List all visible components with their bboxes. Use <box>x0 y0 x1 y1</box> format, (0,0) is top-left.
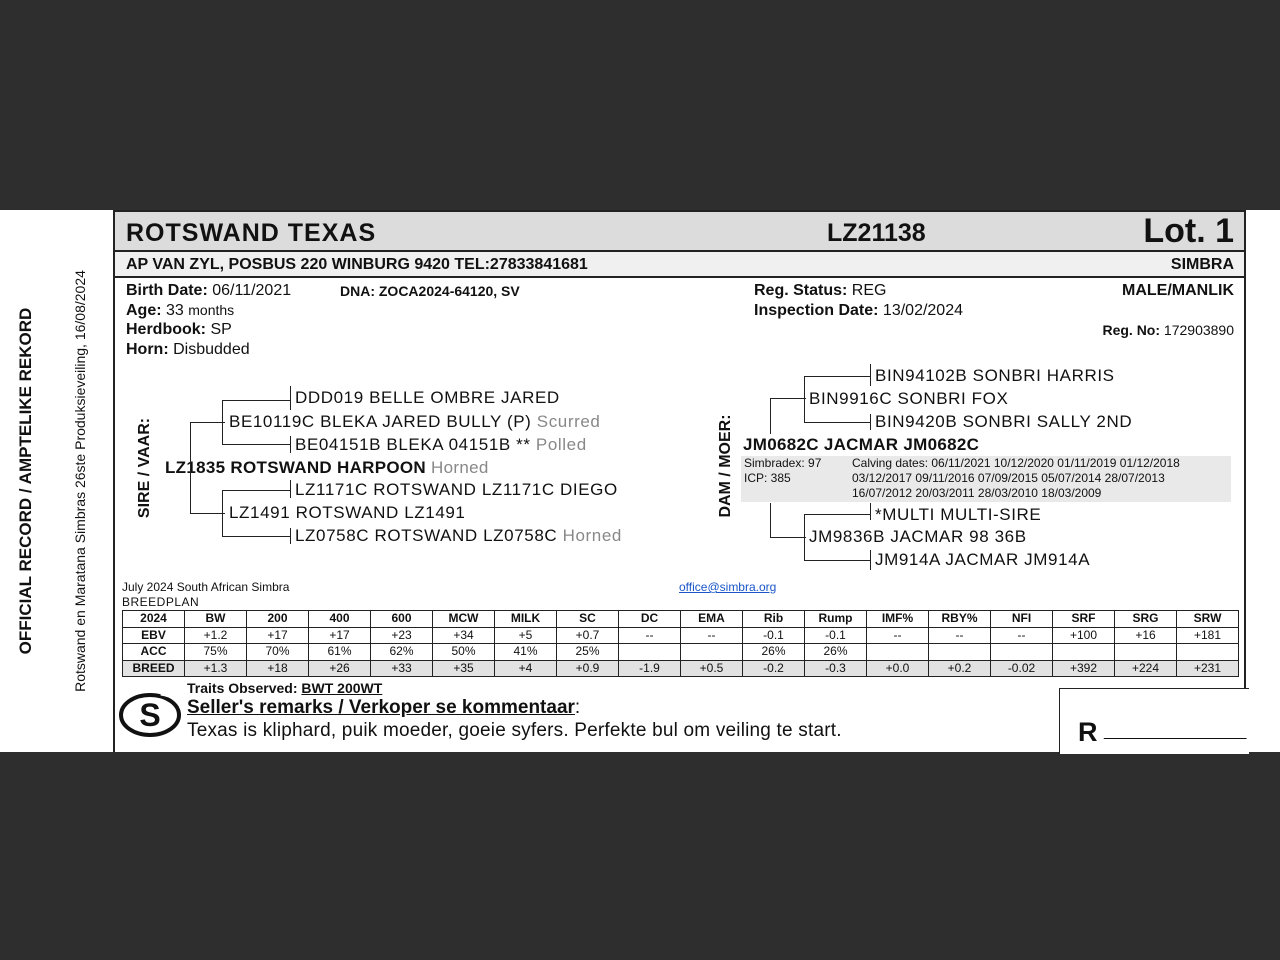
ebv-row-acc <box>123 644 1239 661</box>
ebv-cell <box>619 644 681 661</box>
ebv-cell: +17 <box>309 627 371 644</box>
email-link[interactable]: office@simbra.org <box>679 580 777 594</box>
breed-label: SIMBRA <box>1170 256 1234 273</box>
reg-status: Reg. Status: REG <box>754 282 887 299</box>
ebv-cell: 26% <box>743 644 805 661</box>
icp: ICP: 385 <box>744 471 791 485</box>
ebv-column-header: SRW <box>1177 611 1239 628</box>
ebv-column-header: SRF <box>1053 611 1115 628</box>
sire-sire-sire: DDD019 BELLE OMBRE JARED <box>295 388 560 407</box>
ebv-row-label: ACC <box>123 644 185 661</box>
ebv-cell: +0.7 <box>557 627 619 644</box>
ebv-cell: -- <box>619 627 681 644</box>
reg-number: Reg. No: 172903890 <box>1102 322 1234 338</box>
ebv-cell: +5 <box>495 627 557 644</box>
ebv-column-header: BW <box>185 611 247 628</box>
ebv-cell: 41% <box>495 644 557 661</box>
ebv-column-header: SRG <box>1115 611 1177 628</box>
reg-code: LZ21138 <box>827 219 926 247</box>
ebv-cell: +23 <box>371 627 433 644</box>
dam-calving-box <box>741 456 1231 502</box>
sire-sire: BE10119C BLEKA JARED BULLY (P) Scurred <box>229 412 601 431</box>
birth-date: Birth Date: 06/11/2021 <box>126 282 292 299</box>
dam-dam: JM9836B JACMAR 98 36B <box>809 527 1027 546</box>
dam-dam-bracket <box>804 514 805 560</box>
ebv-cell: +0.0 <box>867 660 929 677</box>
ebv-cell: +1.3 <box>185 660 247 677</box>
calving-dates-1: Calving dates: 06/11/2021 10/12/2020 01/11/2019 01/12/2018 <box>852 456 1180 470</box>
dam-bracket-bottom <box>770 503 771 537</box>
ebv-cell: +34 <box>433 627 495 644</box>
dam-dam-sire: *MULTI MULTI-SIRE <box>875 505 1042 524</box>
ebv-row-ebv <box>123 627 1239 644</box>
calving-dates-2: 03/12/2017 09/11/2016 07/09/2015 05/07/2014 28/07/2013 <box>852 471 1165 485</box>
ebv-cell: 61% <box>309 644 371 661</box>
ebv-cell: -- <box>929 627 991 644</box>
ebv-cell: +35 <box>433 660 495 677</box>
sire-dam: LZ1491 ROTSWAND LZ1491 <box>229 503 466 522</box>
ebv-cell: +26 <box>309 660 371 677</box>
ebv-cell: +16 <box>1115 627 1177 644</box>
herdbook: Herdbook: SP <box>126 321 232 338</box>
dam-bracket-top <box>770 398 771 434</box>
ebv-column-header: MILK <box>495 611 557 628</box>
ebv-column-header: DC <box>619 611 681 628</box>
ebv-column-header: 2024 <box>123 611 185 628</box>
ebv-cell: +181 <box>1177 627 1239 644</box>
logo-letter: S <box>139 697 161 733</box>
dam-sire-sire: BIN94102B SONBRI HARRIS <box>875 366 1115 385</box>
ebv-cell: +231 <box>1177 660 1239 677</box>
price-box[interactable] <box>1059 688 1249 754</box>
ebv-column-header: RBY% <box>929 611 991 628</box>
sex: MALE/MANLIK <box>1122 282 1234 299</box>
ebv-cell: 70% <box>247 644 309 661</box>
ebv-column-header: Rump <box>805 611 867 628</box>
side-panel <box>0 210 112 752</box>
simbradex: Simbradex: 97 <box>744 456 822 470</box>
ebv-cell <box>681 644 743 661</box>
ebv-cell: -0.3 <box>805 660 867 677</box>
ebv-table <box>122 610 1239 677</box>
ebv-cell: -0.1 <box>743 627 805 644</box>
ebv-cell: -0.2 <box>743 660 805 677</box>
remarks-heading: Seller's remarks / Verkoper se kommentaar: <box>187 697 581 718</box>
dam-sire: BIN9916C SONBRI FOX <box>809 389 1009 408</box>
animal-name: ROTSWAND TEXAS <box>126 219 377 247</box>
ebv-cell: +17 <box>247 627 309 644</box>
ebv-cell <box>1177 644 1239 661</box>
ebv-cell: 26% <box>805 644 867 661</box>
ebv-header-row <box>123 611 1239 628</box>
title-bar <box>115 210 1244 252</box>
ebv-cell: +0.9 <box>557 660 619 677</box>
remarks-text: Texas is kliphard, puik moeder, goeie syfers. Perfekte bul om veiling te start. <box>187 720 842 741</box>
ebv-column-header: IMF% <box>867 611 929 628</box>
sire-dam-sire: LZ1171C ROTSWAND LZ1171C DIEGO <box>295 480 618 499</box>
dam-dam-dam: JM914A JACMAR JM914A <box>875 550 1091 569</box>
simbra-s-logo-icon <box>117 688 187 738</box>
event-label: Rotswand en Maratana Simbras 26ste Produksieveiling, 16/08/2024 <box>72 270 88 692</box>
calving-dates-3: 16/07/2012 20/03/2011 28/03/2010 18/03/2009 <box>852 486 1102 500</box>
ebv-cell: +33 <box>371 660 433 677</box>
ebv-cell: +4 <box>495 660 557 677</box>
ebv-cell: 50% <box>433 644 495 661</box>
ebv-cell: -- <box>867 627 929 644</box>
ebv-column-header: EMA <box>681 611 743 628</box>
data-source: July 2024 South African Simbra <box>122 580 290 594</box>
ebv-column-header: Rib <box>743 611 805 628</box>
sire-dam-bracket <box>222 490 223 536</box>
sire-sire-dam: BE04151B BLEKA 04151B ** Polled <box>295 435 587 454</box>
dam-sire-bracket <box>804 376 805 422</box>
sire: LZ1835 ROTSWAND HARPOON Horned <box>165 458 489 477</box>
horn-status: Horn: Disbudded <box>126 341 250 358</box>
ebv-cell: +0.5 <box>681 660 743 677</box>
catalog-sheet <box>0 210 1280 752</box>
ebv-column-header: 600 <box>371 611 433 628</box>
ebv-cell <box>1053 644 1115 661</box>
official-record-label: OFFICIAL RECORD / AMPTELIKE REKORD <box>16 307 35 655</box>
dam: JM0682C JACMAR JM0682C <box>743 435 980 454</box>
dna-info: DNA: ZOCA2024-64120, SV <box>340 283 520 299</box>
ebv-column-header: NFI <box>991 611 1053 628</box>
ebv-cell: +392 <box>1053 660 1115 677</box>
owner-info: AP VAN ZYL, POSBUS 220 WINBURG 9420 TEL:27833841681 <box>126 256 588 273</box>
inspection-date: Inspection Date: 13/02/2024 <box>754 302 963 319</box>
sire-bracket <box>190 422 191 514</box>
ebv-cell <box>867 644 929 661</box>
currency-label: R <box>1078 717 1098 747</box>
lot-number: Lot. 1 <box>1143 212 1234 250</box>
ebv-column-header: 200 <box>247 611 309 628</box>
sire-dam-dam: LZ0758C ROTSWAND LZ0758C Horned <box>295 526 622 545</box>
sire-label: SIRE / VAAR: <box>136 417 153 519</box>
ebv-cell <box>929 644 991 661</box>
ebv-cell <box>991 644 1053 661</box>
ebv-cell: -- <box>681 627 743 644</box>
ebv-row-breed <box>123 660 1239 677</box>
ebv-row-label: EBV <box>123 627 185 644</box>
ebv-cell: +224 <box>1115 660 1177 677</box>
sire-sire-bracket <box>222 400 223 444</box>
ebv-cell: -- <box>991 627 1053 644</box>
ebv-cell: 25% <box>557 644 619 661</box>
price-blank[interactable]: ________________ <box>1104 723 1247 740</box>
dam-sire-dam: BIN9420B SONBRI SALLY 2ND <box>875 412 1133 431</box>
ebv-cell: -0.1 <box>805 627 867 644</box>
ebv-column-header: MCW <box>433 611 495 628</box>
ebv-cell: 75% <box>185 644 247 661</box>
ebv-cell: +18 <box>247 660 309 677</box>
ebv-cell: -0.02 <box>991 660 1053 677</box>
ebv-column-header: 400 <box>309 611 371 628</box>
ebv-cell: 62% <box>371 644 433 661</box>
breedplan-label: BREEDPLAN <box>122 595 200 609</box>
dam-label: DAM / MOER: <box>717 414 734 518</box>
owner-bar <box>115 252 1244 278</box>
ebv-cell: -1.9 <box>619 660 681 677</box>
ebv-row-label: BREED <box>123 660 185 677</box>
age: Age: 33 months <box>126 302 235 319</box>
lot-card <box>113 210 1246 752</box>
ebv-cell <box>1115 644 1177 661</box>
ebv-cell: +1.2 <box>185 627 247 644</box>
ebv-cell: +100 <box>1053 627 1115 644</box>
traits-observed: Traits Observed: BWT 200WT <box>187 680 383 696</box>
ebv-column-header: SC <box>557 611 619 628</box>
ebv-cell: +0.2 <box>929 660 991 677</box>
